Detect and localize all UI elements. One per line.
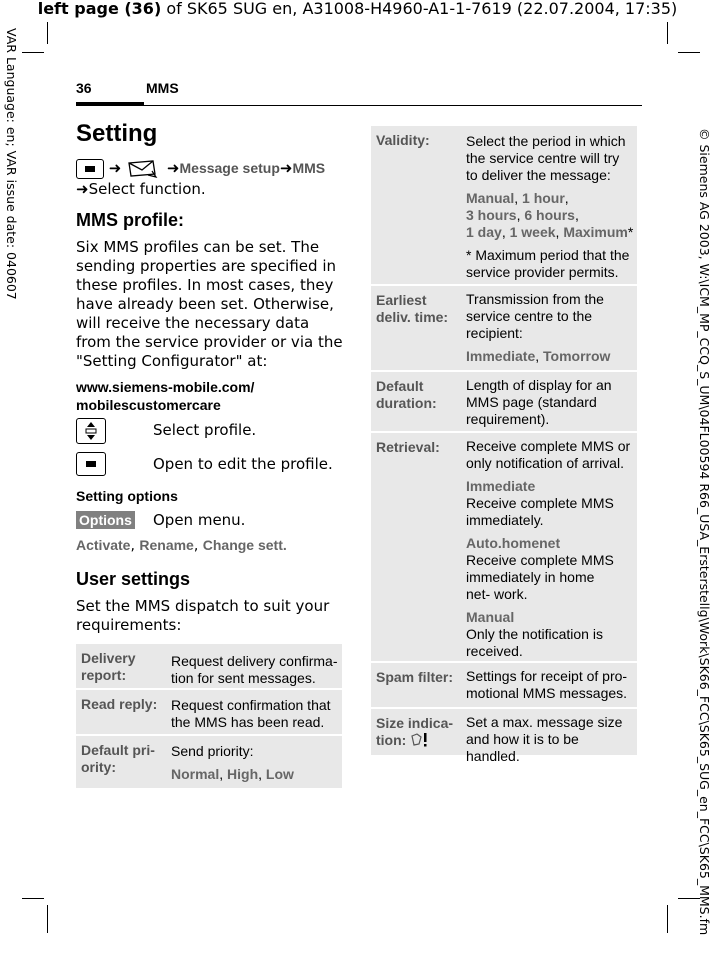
option-activate: Activate xyxy=(76,537,131,553)
options-softkey[interactable] xyxy=(76,510,135,529)
row-desc: Select the period in which the service centre will try to deliver the message: Manual, 1 hour, 3 hours, 6 hours, 1 day, 1 week, Maximum* * Maximum period that the service provider permits. xyxy=(466,133,634,280)
crop-mark xyxy=(47,22,48,44)
nav-mms: MMS xyxy=(292,160,326,176)
option-rename: Rename xyxy=(139,537,194,553)
options-softkey-label: Options xyxy=(76,511,135,529)
row-label: Delivery report: xyxy=(81,650,136,683)
table-row xyxy=(76,644,342,690)
option-1-day: 1 day xyxy=(466,224,502,240)
row-label: Earliest deliv. time: xyxy=(376,292,449,325)
row-desc: Length of display for an MMS page (standard requirement). xyxy=(466,377,612,427)
mms-profile-text: Six MMS profiles can be set. The sending properties are specified in these profiles. In most cases, they have already been set. Otherwise, will receive the necessary data from the service provider or via the "Setting Configurator" at: xyxy=(76,238,343,370)
table-row xyxy=(76,690,342,736)
mms-profile-heading: MMS profile: xyxy=(76,210,184,230)
row-label: Validity: xyxy=(376,132,430,148)
crop-mark xyxy=(47,905,48,933)
crop-mark xyxy=(667,22,668,44)
header-rule-thick xyxy=(76,102,144,106)
row-label-text: Size indica- tion: xyxy=(376,715,454,748)
row-desc: Transmission from the service centre to the recipient: Immediate, Tomorrow xyxy=(466,291,626,365)
row-desc-text: Send priority: xyxy=(171,743,254,759)
open-edit-text: Open to edit the profile. xyxy=(153,455,333,473)
chapter-title: MMS xyxy=(146,80,179,96)
row-label: Default duration: xyxy=(376,378,437,411)
print-header-rest: of SK65 SUG en, A31008-H4960-A1-1-7619 (22.07.2004, 17:35) xyxy=(161,0,678,18)
print-header xyxy=(0,0,715,18)
row-label: Read reply: xyxy=(81,696,158,712)
table-row xyxy=(371,433,637,663)
size-warning-icon xyxy=(410,732,430,748)
nav-key-icon xyxy=(76,418,106,444)
arrow-icon: ➜ xyxy=(279,159,293,177)
table-row xyxy=(371,663,637,709)
arrow-icon: ➜ xyxy=(108,159,122,177)
side-note-left-text: VAR Language: en; VAR issue date: 040607 xyxy=(4,28,19,300)
option-6-hours: 6 hours xyxy=(524,207,575,223)
config-url: www.siemens-mobile.com/ mobilescustomercare xyxy=(76,379,255,413)
user-settings-text: Set the MMS dispatch to suit your requirements: xyxy=(76,597,330,634)
row-desc: Set a max. message size and how it is to be handled. xyxy=(466,714,623,764)
setting-options-heading: Setting options xyxy=(76,488,178,504)
arrow-icon: ➜ xyxy=(166,159,180,177)
row-label xyxy=(376,715,456,749)
option-normal: Normal xyxy=(171,766,220,782)
open-menu-text: Open menu. xyxy=(153,511,246,529)
page-number: 36 xyxy=(76,80,92,96)
user-settings-heading: User settings xyxy=(76,569,191,589)
table-row xyxy=(371,286,637,372)
nav-select-function: Select function. xyxy=(88,179,206,198)
row-desc xyxy=(466,438,634,666)
option-3-hours: 3 hours xyxy=(466,207,517,223)
envelope-icon xyxy=(126,159,162,179)
option-low: Low xyxy=(265,766,294,782)
print-header-bold: left page (36) xyxy=(37,0,162,18)
menu-key-icon xyxy=(76,159,104,179)
crop-mark xyxy=(678,52,700,53)
arrow-icon: ➜ xyxy=(76,179,89,198)
side-note-right-text: © Siemens AG 2003, W:\ICM_MP_CCQ_S_UM\04FL00594 R66_USA_Ersterstellg\Work\SK66_FCC\SK65_SUG_en_FCC\SK65_MMS.fm xyxy=(697,128,712,936)
table-row xyxy=(371,709,637,764)
option-high: High xyxy=(227,766,259,782)
menu-key-icon xyxy=(76,452,106,476)
option-change-sett: Change sett. xyxy=(202,537,287,553)
option-1-hour: 1 hour xyxy=(522,190,565,206)
row-desc: Request confirmation that the MMS has been read. xyxy=(171,697,331,730)
option-immediate: Immediate xyxy=(466,478,536,494)
row-label: Retrieval: xyxy=(376,439,440,455)
option-immediate: Immediate xyxy=(466,348,536,364)
option-manual: Manual xyxy=(466,190,515,206)
row-label: Default pri- ority: xyxy=(81,742,155,775)
options-list: Activate, Rename, Change sett. xyxy=(76,537,287,554)
table-row xyxy=(76,736,342,790)
row-desc: Settings for receipt of pro- motional MMS messages. xyxy=(466,668,628,701)
row-desc-text: Transmission from the service centre to the recipient: xyxy=(466,291,604,341)
header-rule xyxy=(144,105,642,106)
row-desc-text: Receive complete MMS or only notification of arrival. xyxy=(466,438,631,471)
row-desc: Send priority: Normal, High, Low xyxy=(171,743,339,783)
menu-path xyxy=(76,158,346,199)
nav-message-setup: Message setup xyxy=(179,160,280,176)
crop-mark xyxy=(22,898,44,899)
side-note-left xyxy=(1,28,21,628)
option-maximum: Maximum xyxy=(563,224,628,240)
option-desc: Receive complete MMS immediately in home net- work. xyxy=(466,552,614,602)
option-manual: Manual xyxy=(466,609,515,625)
row-desc-text: Select the period in which the service centre will try to deliver the message: xyxy=(466,133,626,183)
select-profile-text: Select profile. xyxy=(153,421,257,439)
crop-mark xyxy=(667,905,668,933)
crop-mark xyxy=(22,52,44,53)
footnote: * Maximum period that the service provider permits. xyxy=(466,247,630,280)
section-title: Setting xyxy=(76,120,158,147)
table-row xyxy=(371,372,637,433)
option-1-week: 1 week xyxy=(509,224,556,240)
side-note-right xyxy=(694,128,714,960)
option-desc: Only the notification is received. xyxy=(466,626,603,659)
row-desc: Request delivery confirma- tion for sent messages. xyxy=(171,653,338,686)
table-row xyxy=(371,126,637,286)
option-tomorrow: Tomorrow xyxy=(543,348,611,364)
row-label: Spam filter: xyxy=(376,669,454,685)
option-desc: Receive complete MMS immediately. xyxy=(466,495,614,528)
option-auto-homenet: Auto.homenet xyxy=(466,535,561,551)
